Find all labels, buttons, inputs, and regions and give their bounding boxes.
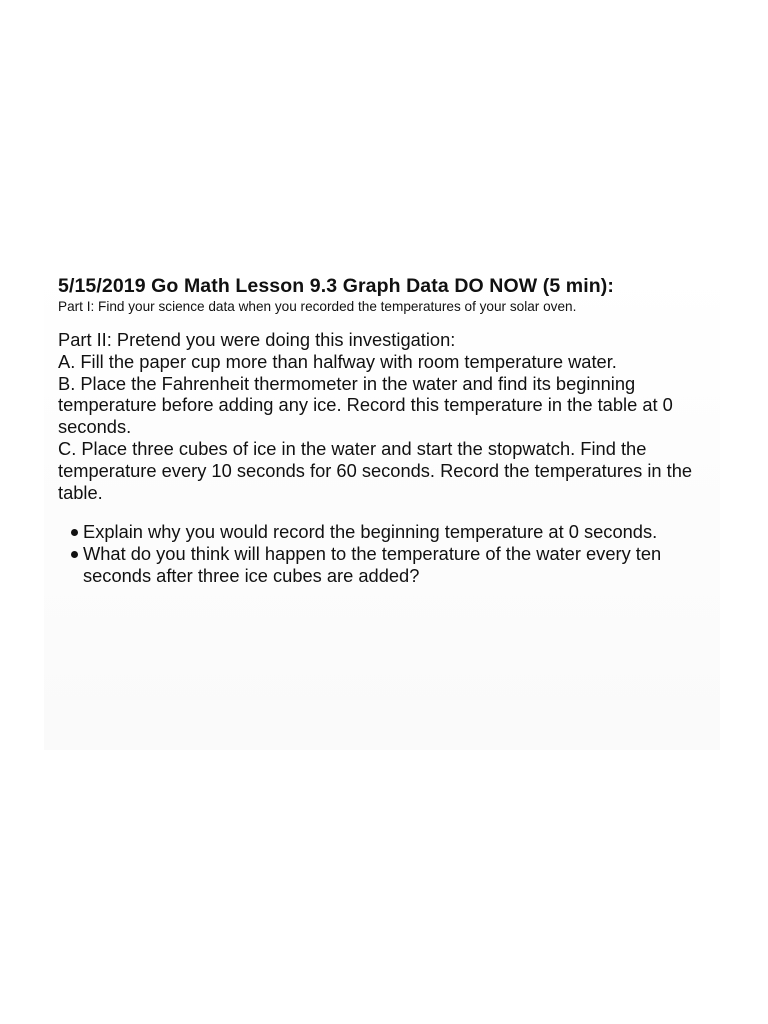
page-title: 5/15/2019 Go Math Lesson 9.3 Graph Data DO NOW (5 min):: [58, 275, 614, 297]
part-1-instruction: Part I: Find your science data when you recorded the temperatures of your solar oven.: [58, 299, 577, 314]
part-2-section: [58, 329, 708, 503]
question-item: [58, 521, 708, 543]
question-text: What do you think will happen to the temperature of the water every ten seconds after three ice cubes are added?: [83, 543, 662, 586]
document-content: [58, 274, 708, 587]
bullet-icon: [71, 551, 78, 558]
question-text: Explain why you would record the beginning temperature at 0 seconds.: [83, 521, 658, 543]
step-b: B. Place the Fahrenheit thermometer in the water and find its beginning temperature before adding any ice. Record this temperature in the table at 0 seconds.: [58, 372, 673, 438]
part-2-heading: Part II: Pretend you were doing this investigation:: [58, 329, 456, 350]
question-list: [58, 521, 708, 586]
question-item: [58, 543, 708, 587]
step-c: C. Place three cubes of ice in the water and start the stopwatch. Find the temperature every 10 seconds for 60 seconds. Record the temperatures in the table.: [58, 437, 693, 503]
step-a: A. Fill the paper cup more than halfway with room temperature water.: [58, 350, 617, 372]
bullet-icon: [71, 529, 78, 536]
